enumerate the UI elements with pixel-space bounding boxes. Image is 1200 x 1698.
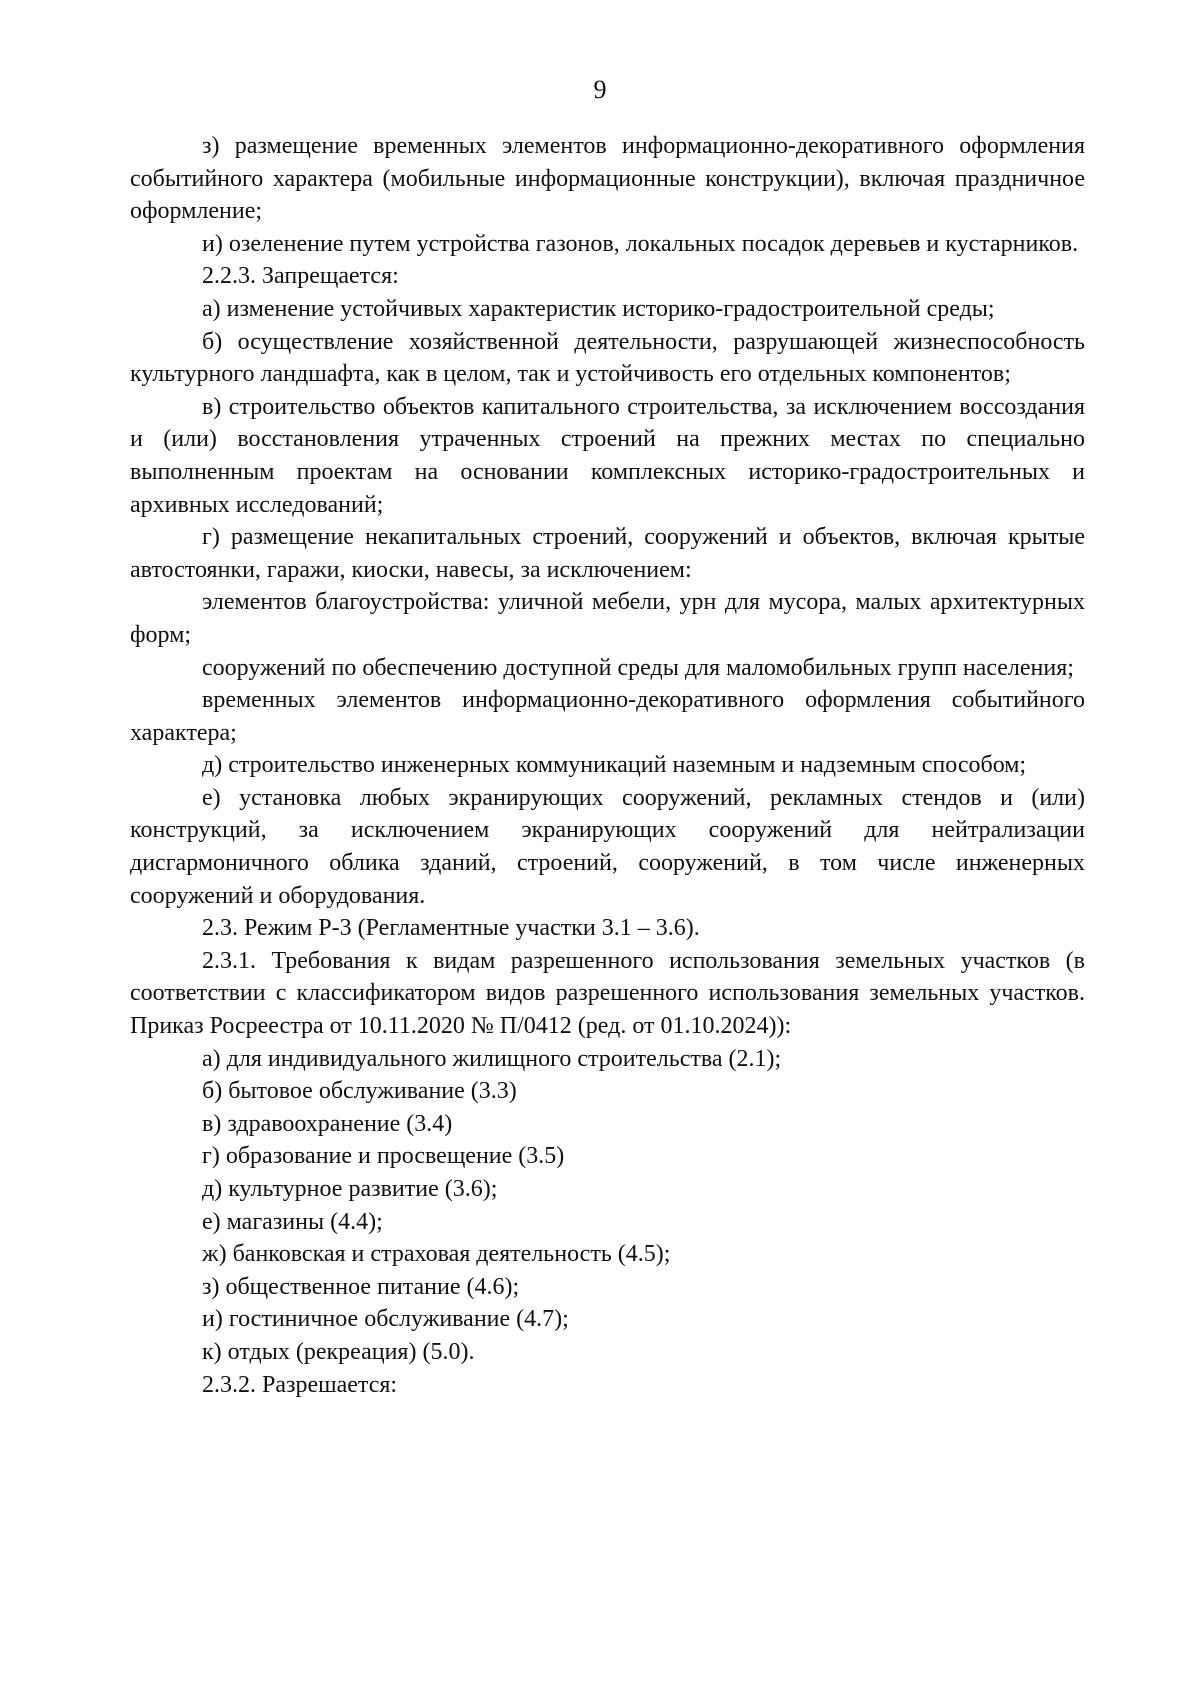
list-item-b-services: б) бытовое обслуживание (3.3) bbox=[202, 1078, 517, 1105]
exception-item-amenities: элементов благоустройства: уличной мебели, урн для мусора, малых архитектурных форм; bbox=[130, 589, 1085, 648]
list-item-a-characteristics: а) изменение устойчивых характеристик историко-градостроительной среды; bbox=[202, 295, 995, 322]
section-heading-2-3-2: 2.3.2. Разрешается: bbox=[202, 1371, 398, 1398]
list-item-g-non-capital: г) размещение некапитальных строений, сооружений и объектов, включая крытые автостоянки, гаражи, киоски, навесы, за исключением: bbox=[130, 524, 1085, 583]
list-item-v-healthcare: в) здравоохранение (3.4) bbox=[202, 1110, 453, 1137]
list-item-d-utilities: д) строительство инженерных коммуникаций наземным и надземным способом; bbox=[202, 752, 1027, 779]
list-item-z-catering: з) общественное питание (4.6); bbox=[202, 1273, 520, 1300]
section-heading-2-3: 2.3. Режим Р-3 (Регламентные участки 3.1 – 3.6). bbox=[202, 915, 700, 942]
section-heading-2-2-3: 2.2.3. Запрещается: bbox=[202, 263, 399, 290]
list-item-v-construction: в) строительство объектов капитального строительства, за исключением воссоздания и (или) восстановления утраченных строений на прежних местах по специально выполненным проектам на основании комплексных историко-градостроительных и архивных исследований; bbox=[130, 393, 1085, 518]
list-item-zh-banking: ж) банковская и страховая деятельность (4.5); bbox=[202, 1241, 671, 1268]
section-heading-2-3-1: 2.3.1. Требования к видам разрешенного использования земельных участков (в соответствии с классификатором видов разрешенного использования земельных участков. Приказ Росреестра от 10.11.2020 № П/0412 (ред. от 01.10.2024)): bbox=[130, 947, 1085, 1040]
list-item-a-housing: а) для индивидуального жилищного строительства (2.1); bbox=[202, 1045, 782, 1072]
page-number: 9 bbox=[593, 75, 607, 104]
exception-item-temporary-decor: временных элементов информационно-декоративного оформления событийного характера; bbox=[130, 687, 1085, 746]
list-item-d-culture: д) культурное развитие (3.6); bbox=[202, 1176, 498, 1202]
list-item-z-placement: з) размещение временных элементов информационно-декоративного оформления событийного характера (мобильные информационные конструкции), включая праздничное оформление; bbox=[130, 133, 1085, 225]
list-item-g-education: г) образование и просвещение (3.5) bbox=[202, 1143, 565, 1170]
list-item-i-hotels: и) гостиничное обслуживание (4.7); bbox=[202, 1306, 569, 1333]
list-item-k-recreation: к) отдых (рекреация) (5.0). bbox=[202, 1338, 475, 1365]
list-item-e-shops: е) магазины (4.4); bbox=[202, 1208, 383, 1235]
exception-item-accessibility: сооружений по обеспечению доступной среды для маломобильных групп населения; bbox=[202, 654, 1074, 681]
document-body bbox=[130, 130, 1085, 1401]
list-item-b-activity: б) осуществление хозяйственной деятельности, разрушающей жизнеспособность культурного ландшафта, как в целом, так и устойчивость его отдельных компонентов; bbox=[130, 328, 1085, 388]
list-item-i-landscaping: и) озеленение путем устройства газонов, локальных посадок деревьев и кустарников. bbox=[202, 230, 1079, 257]
list-item-e-screens: е) установка любых экранирующих сооружений, рекламных стендов и (или) конструкций, за исключением экранирующих сооружений для нейтрализации дисгармоничного облика зданий, строений, сооружений, в том числе инженерных сооружений и оборудования. bbox=[130, 784, 1085, 909]
